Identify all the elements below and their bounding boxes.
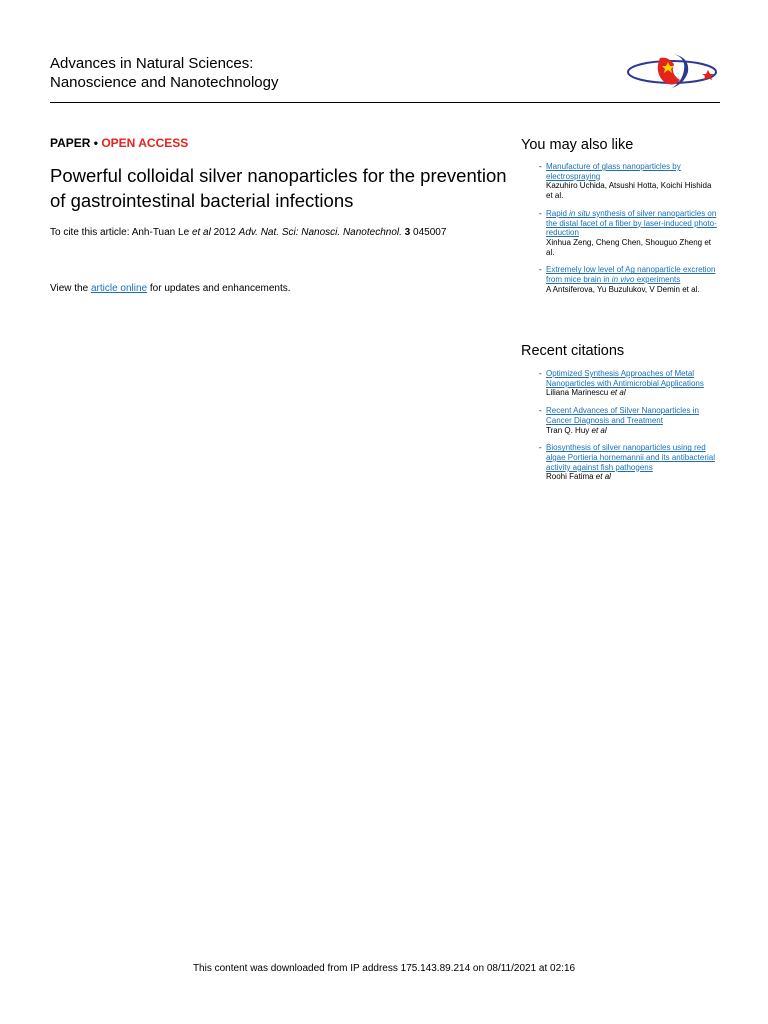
journal-name-line1: Advances in Natural Sciences: bbox=[50, 55, 254, 72]
link-text: experiments bbox=[634, 275, 681, 285]
related-article-link[interactable] bbox=[546, 209, 717, 237]
paper-label: PAPER bbox=[50, 136, 91, 150]
open-access-label: OPEN ACCESS bbox=[101, 136, 189, 150]
article-type-label bbox=[50, 136, 188, 150]
label-separator: • bbox=[93, 136, 98, 150]
link-text-italic: in vivo bbox=[611, 275, 635, 285]
cite-prefix: To cite this article: Anh-Tuan Le bbox=[50, 227, 192, 238]
citation-authors bbox=[546, 388, 719, 398]
citation-author: Roohi Fatima bbox=[546, 472, 596, 482]
citation-etal: et al bbox=[595, 472, 611, 482]
cite-article-number: 045007 bbox=[410, 227, 447, 238]
list-item bbox=[539, 443, 719, 482]
link-text: synthesis of silver nanoparticles on the distal facet of a fiber by laser-induced photo-reduction bbox=[546, 208, 717, 238]
link-text: Rapid bbox=[546, 208, 570, 218]
also-like-list bbox=[539, 162, 719, 302]
list-dash: - bbox=[539, 265, 542, 275]
cite-etal: et al bbox=[191, 227, 211, 238]
header-divider bbox=[50, 102, 720, 103]
citation-link[interactable]: Recent Advances of Silver Nanoparticles in Cancer Diagnosis and Treatment bbox=[546, 406, 699, 425]
link-text-italic: in situ bbox=[569, 208, 591, 218]
citation-link[interactable]: Biosynthesis of silver nanoparticles using red algae Portieria hornemannii and its antibacterial activity against fish pathogens bbox=[546, 443, 715, 472]
view-online-line bbox=[50, 282, 291, 295]
citation-link[interactable]: Optimized Synthesis Approaches of Metal Nanoparticles with Antimicrobial Applications bbox=[546, 369, 704, 388]
list-dash: - bbox=[539, 162, 542, 171]
list-item bbox=[539, 406, 719, 435]
related-article-authors: Kazuhiro Uchida, Atsushi Hotta, Koichi Hishida et al. bbox=[546, 181, 712, 201]
journal-name bbox=[50, 54, 279, 92]
recent-citations-list bbox=[539, 369, 719, 490]
list-item bbox=[539, 265, 719, 294]
citation-author: Liliana Marinescu bbox=[546, 388, 611, 398]
list-dash: - bbox=[539, 443, 542, 453]
list-dash: - bbox=[539, 369, 542, 378]
list-dash: - bbox=[539, 208, 542, 218]
citation-author: Tran Q. Huy bbox=[546, 425, 592, 435]
citation-etal: et al bbox=[591, 425, 607, 435]
list-item bbox=[539, 162, 719, 201]
cite-volume: 3 bbox=[404, 227, 411, 238]
article-title: Powerful colloidal silver nanoparticles for the prevention of gastrointestinal bacterial infections bbox=[50, 165, 507, 211]
journal-logo-icon bbox=[624, 48, 720, 92]
cite-year: 2012 bbox=[210, 227, 239, 238]
citation-etal: et al bbox=[610, 388, 626, 398]
also-like-heading: You may also like bbox=[521, 137, 634, 153]
related-article-authors: Xinhua Zeng, Cheng Chen, Shouguo Zheng et al. bbox=[546, 237, 712, 257]
list-dash: - bbox=[539, 406, 542, 416]
related-article-authors: A Antsiferova, Yu Buzulukov, V Demin et al. bbox=[546, 284, 700, 294]
list-item bbox=[539, 209, 719, 258]
related-article-link[interactable] bbox=[546, 265, 715, 284]
link-text: Extremely low level of Ag nanoparticle excretion from mice brain in bbox=[546, 265, 716, 285]
view-suffix: for updates and enhancements. bbox=[147, 283, 291, 294]
related-article-link[interactable]: Manufacture of glass nanoparticles by electrospraying bbox=[546, 162, 681, 181]
journal-name-line2: Nanoscience and Nanotechnology bbox=[50, 74, 279, 91]
citation-line bbox=[50, 226, 510, 239]
view-prefix: View the bbox=[50, 283, 91, 294]
article-online-link[interactable]: article online bbox=[90, 283, 148, 294]
citation-authors bbox=[546, 472, 719, 482]
recent-citations-heading: Recent citations bbox=[521, 343, 625, 359]
cite-journal: Adv. Nat. Sci: Nanosci. Nanotechnol. bbox=[238, 227, 402, 238]
list-item bbox=[539, 369, 719, 398]
download-info-footer: This content was downloaded from IP address 175.143.89.214 on 08/11/2021 at 02:16 bbox=[192, 963, 576, 974]
citation-authors bbox=[546, 426, 719, 436]
